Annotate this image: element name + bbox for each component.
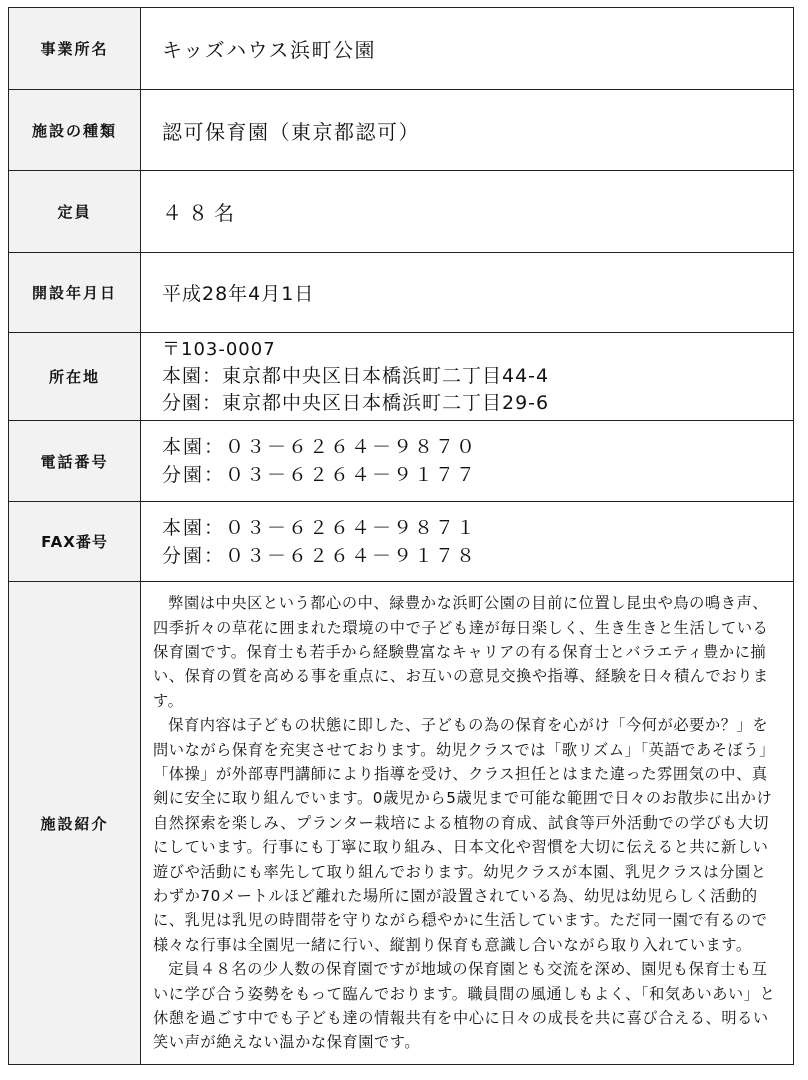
- address-label: 所在地: [9, 333, 141, 421]
- introduction-text: [141, 582, 794, 1065]
- row-opening-date: [9, 253, 794, 333]
- facility-type-label: 施設の種類: [9, 90, 141, 171]
- introduction-paragraph-2: 保育内容は子どもの状態に即した、子どもの為の保育を心がけ「今何が必要か？」を問いながら保育を充実させております。幼児クラスでは「歌リズム」「英語であそぼう」「体操」が外部専門講師により指導を受け、クラス担任とはまた違った雰囲気の中、真剣に安全に取り組んでいます。0歳児から5歳児まで可能な範囲で日々のお散歩に出かけ自然探索を楽しみ、プランター栽培による植物の育成、試食等戸外活動での学びも大切にしています。行事にも丁寧に取り組み、日本文化や習慣を大切に伝えると共に新しい遊びや活動にも率先して取り組んでおります。幼児クラスが本園、乳児クラスは分園とわずか70メートルほど離れた場所に園が設置されている為、幼児は幼児らしく活動的に、乳児は乳児の時間帯を守りながら穏やかに生活しています。ただ同一園で有るので様々な行事は全園児一緒に行い、縦割り保育も意識し合いながら取り入れています。: [153, 716, 775, 954]
- facility-info-table: [8, 7, 794, 1065]
- fax-label: FAX番号: [9, 502, 141, 582]
- capacity-value: ４８名: [141, 171, 794, 253]
- facility-type-value: 認可保育園（東京都認可）: [141, 90, 794, 171]
- phone-label: 電話番号: [9, 421, 141, 502]
- row-phone: [9, 421, 794, 502]
- address-value: [141, 333, 794, 421]
- facility-name-value: キッズハウス浜町公園: [141, 8, 794, 90]
- row-facility-type: [9, 90, 794, 171]
- phone-branch: 分園：０３－６２６４－９１７７: [162, 464, 478, 486]
- postal-code: 〒103-0007: [162, 339, 276, 360]
- introduction-paragraph-3: 定員４８名の少人数の保育園ですが地域の保育園とも交流を深め、園児も保育士も互いに学び合う姿勢をもって臨んでおります。職員間の風通しもよく、「和気あいあい」と休憩を過ごす中でも子ども達の情報共有を中心に日々の成長を共に喜び合える、明るい笑い声が絶えない温かな保育園です。: [153, 960, 776, 1052]
- address-main: 本園：東京都中央区日本橋浜町二丁目44-4: [162, 365, 550, 387]
- opening-date-label: 開設年月日: [9, 253, 141, 333]
- row-address: [9, 333, 794, 421]
- row-introduction: [9, 582, 794, 1065]
- row-fax: [9, 502, 794, 582]
- phone-main: 本園：０３－６２６４－９８７０: [162, 436, 478, 458]
- row-capacity: [9, 171, 794, 253]
- introduction-paragraph-1: 弊園は中央区という都心の中、緑豊かな浜町公園の目前に位置し昆虫や鳥の鳴き声、四季折々の草花に囲まれた環境の中で子ども達が毎日楽しく、生き生きと生活している保育園です。保育士も若手から経験豊富なキャリアの有る保育士とバラエティ豊かに揃い、保育の質を高める事を重点に、お互いの意見交換や指導、経験を日々積んでおります。: [153, 594, 769, 710]
- opening-date-value: 平成28年4月1日: [141, 253, 794, 333]
- address-branch: 分園：東京都中央区日本橋浜町二丁目29-6: [162, 392, 550, 414]
- fax-branch: 分園：０３－６２６４－９１７８: [162, 544, 478, 567]
- phone-value: [141, 421, 794, 502]
- row-facility-name: [9, 8, 794, 90]
- facility-name-label: 事業所名: [9, 8, 141, 90]
- fax-main: 本園：０３－６２６４－９８７１: [162, 516, 478, 539]
- fax-value: [141, 502, 794, 582]
- capacity-label: 定員: [9, 171, 141, 253]
- introduction-label: 施設紹介: [9, 582, 141, 1065]
